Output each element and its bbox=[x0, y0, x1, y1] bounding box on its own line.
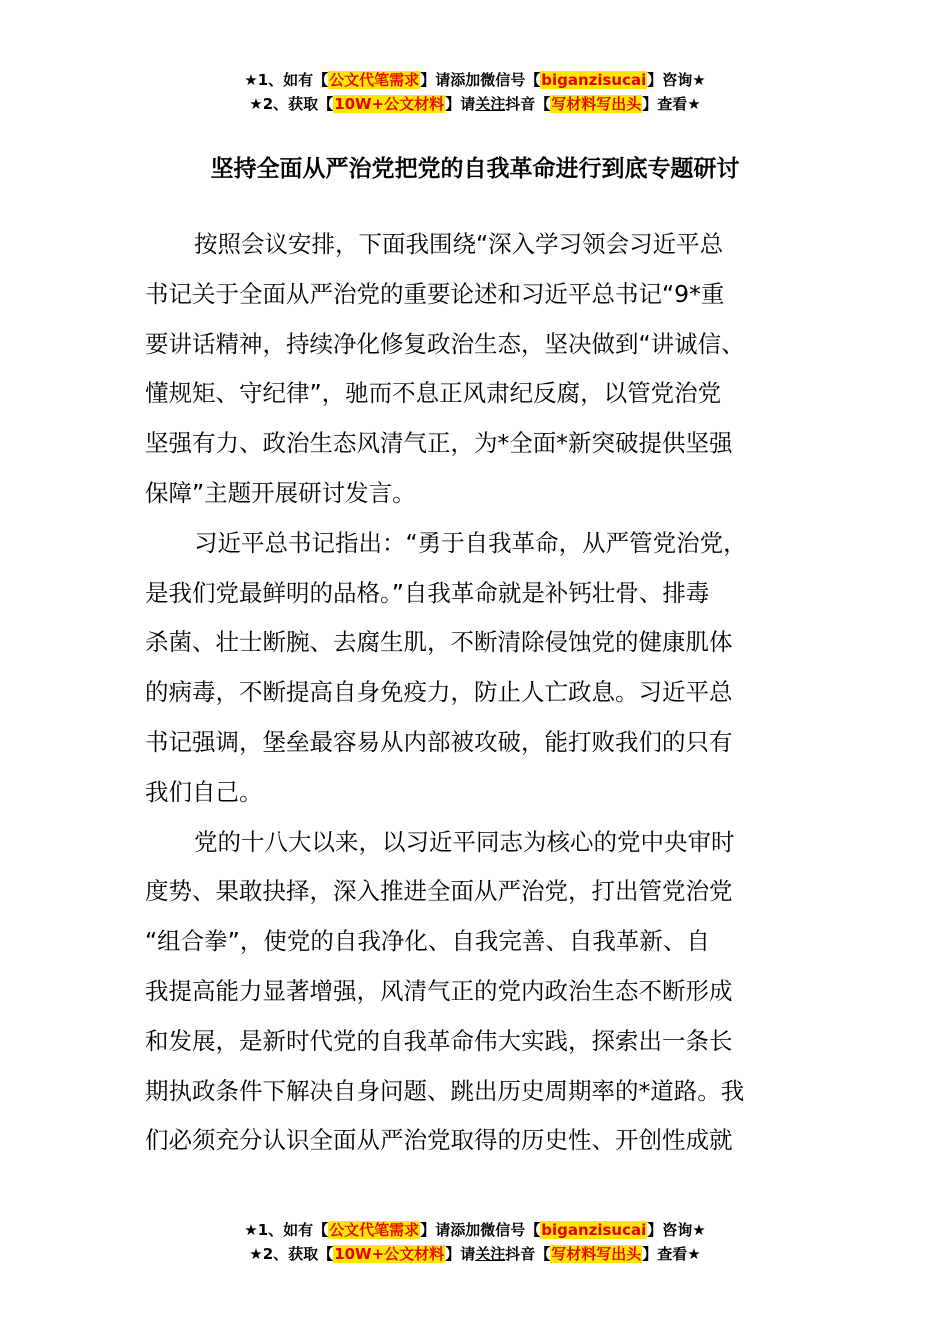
text-line: 习近平总书记指出：“勇于自我革命，从严管党治党， bbox=[194, 528, 747, 557]
paragraph-3 bbox=[145, 818, 805, 1167]
text-line: 的病毒，不断提高自身免疫力，防止人亡政息。习近平总 bbox=[145, 678, 733, 707]
underlined-follow: 关注 bbox=[475, 95, 506, 113]
highlight-wechat-id: biganzisucai bbox=[541, 1221, 647, 1239]
paragraph-1 bbox=[145, 220, 805, 519]
text-line: 是我们党最鲜明的品格。”自我革命就是补钙壮骨、排毒 bbox=[145, 578, 710, 607]
text-line: 杀菌、壮士断腕、去腐生肌，不断清除侵蚀党的健康肌体 bbox=[145, 628, 733, 657]
highlight-service: 公文代笔需求 bbox=[329, 71, 420, 89]
underlined-follow: 关注 bbox=[475, 1245, 506, 1263]
text-line: 我提高能力显著增强，风清气正的党内政治生态不断形成 bbox=[145, 976, 733, 1005]
text-line: 懂规矩、守纪律”，驰而不息正风肃纪反腐，以管党治党 bbox=[145, 379, 722, 408]
text-line: 党的十八大以来，以习近平同志为核心的党中央审时 bbox=[194, 827, 735, 856]
highlight-wechat-id: biganzisucai bbox=[541, 71, 647, 89]
banner-line-1: ★1、如有【公文代笔需求】请添加微信号【biganzisucai】咨询★ bbox=[244, 71, 706, 89]
highlight-service: 公文代笔需求 bbox=[329, 1221, 420, 1239]
banner-line-1: ★1、如有【公文代笔需求】请添加微信号【biganzisucai】咨询★ bbox=[244, 1221, 706, 1239]
highlight-douyin-account: 写材料写出头 bbox=[551, 95, 642, 113]
text-line: 度势、果敢抉择，深入推进全面从严治党，打出管党治党 bbox=[145, 877, 733, 906]
highlight-materials: 10W+公文材料 bbox=[334, 95, 445, 113]
header-banner bbox=[0, 68, 950, 116]
footer-banner bbox=[0, 1218, 950, 1266]
text-line: 期执政条件下解决自身问题、跳出历史周期率的*道路。我 bbox=[145, 1076, 745, 1105]
text-line: 要讲话精神，持续净化修复政治生态，坚决做到“讲诚信、 bbox=[145, 329, 745, 358]
text-line: 按照会议安排，下面我围绕“深入学习领会习近平总 bbox=[194, 230, 724, 258]
text-line: 保障”主题开展研讨发言。 bbox=[145, 478, 416, 507]
text-line: 书记强调，堡垒最容易从内部被攻破，能打败我们的只有 bbox=[145, 727, 733, 756]
text-line: 们必须充分认识全面从严治党取得的历史性、开创性成就 bbox=[145, 1126, 733, 1155]
paragraph-2 bbox=[145, 519, 805, 818]
text-line: 和发展，是新时代党的自我革命伟大实践，探索出一条长 bbox=[145, 1026, 733, 1055]
document-body bbox=[145, 220, 805, 1166]
banner-line-2: ★2、获取【10W+公文材料】请关注抖音【写材料写出头】查看★ bbox=[249, 1245, 701, 1263]
document-title: 坚持全面从严治党把党的自我革命进行到底专题研讨 bbox=[210, 156, 740, 182]
text-line: 书记关于全面从严治党的重要论述和习近平总书记“9*重 bbox=[145, 279, 725, 308]
text-line: 我们自己。 bbox=[145, 777, 263, 806]
highlight-materials: 10W+公文材料 bbox=[334, 1245, 445, 1263]
text-line: 坚强有力、政治生态风清气正，为*全面*新突破提供坚强 bbox=[145, 429, 733, 458]
banner-line-2: ★2、获取【10W+公文材料】请关注抖音【写材料写出头】查看★ bbox=[249, 95, 701, 113]
highlight-douyin-account: 写材料写出头 bbox=[551, 1245, 642, 1263]
text-line: “组合拳”，使党的自我净化、自我完善、自我革新、自 bbox=[145, 927, 710, 956]
